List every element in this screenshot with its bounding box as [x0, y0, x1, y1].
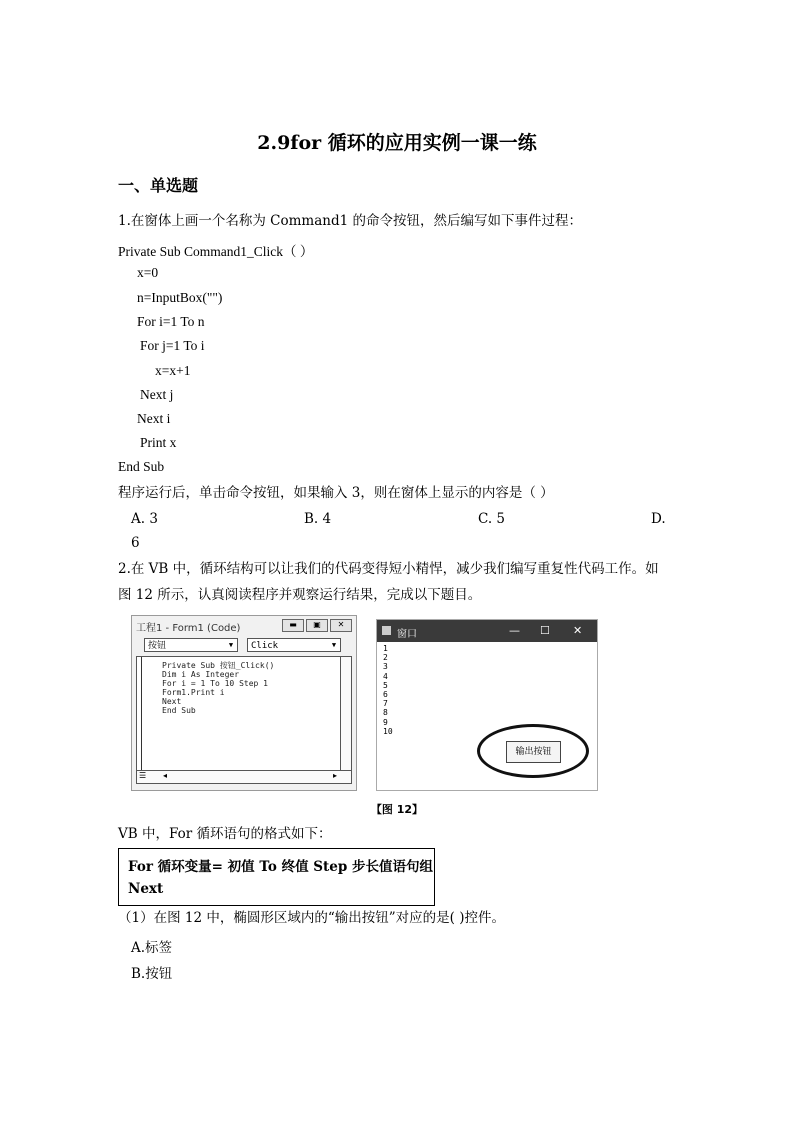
q1-option-b: B. 4: [304, 511, 332, 527]
q1-option-c: C. 5: [478, 511, 506, 527]
output-number: 9: [383, 717, 388, 727]
code-line-7: Next j: [140, 387, 174, 402]
fig-code-line: Private Sub 按钮_Click(): [162, 661, 275, 670]
code-line-9: Print x: [140, 435, 177, 450]
format-intro: VB 中，For 循环语句的格式如下：: [118, 826, 332, 842]
code-line-6: x=x+1: [155, 363, 191, 378]
code-window: [131, 615, 357, 791]
editor-gutter: [137, 657, 142, 771]
output-number: 2: [383, 653, 388, 663]
chevron-down-icon: ▼: [228, 641, 234, 649]
code-window-controls: [282, 619, 352, 632]
output-number: 6: [383, 690, 388, 700]
code-line-2: x=0: [137, 265, 159, 280]
run-window: [376, 619, 598, 791]
procedure-combo: [247, 638, 341, 652]
q1-option-d: D.: [651, 511, 666, 527]
q2-sub1-option-b: B.按钮: [131, 966, 173, 982]
vertical-scrollbar: [340, 657, 351, 771]
q1-option-a: A. 3: [131, 511, 158, 527]
q1-stem: 1.在窗体上画一个名称为 Command1 的命令按钮，然后编写如下事件过程：: [118, 213, 582, 229]
close-icon: ✕: [330, 619, 352, 632]
output-list: [383, 644, 393, 736]
output-button: 输出按钮: [506, 741, 561, 763]
maximize-icon: ▣: [306, 619, 328, 632]
q2-sub1-option-a: A.标签: [131, 940, 173, 956]
output-number: 3: [383, 662, 388, 672]
figure-caption: 【图 12】: [370, 803, 424, 816]
code-line-5: For j=1 To i: [140, 338, 205, 353]
output-number: 1: [383, 644, 388, 653]
section-heading: 一、单选题: [118, 176, 199, 195]
close-icon: ✕: [573, 624, 583, 637]
scroll-left-icon: ◂: [163, 771, 168, 780]
minimize-icon: —: [509, 624, 520, 637]
code-line-4: For i=1 To n: [137, 314, 205, 329]
code-editor: [136, 656, 352, 784]
code-line-3: n=InputBox(""): [137, 290, 223, 305]
format-line-1: For 循环变量= 初值 To 终值 Step 步长值语句组: [128, 859, 433, 875]
output-number: 4: [383, 671, 388, 681]
output-number: 7: [383, 699, 388, 709]
scroll-right-icon: ▸: [332, 771, 337, 780]
run-window-title: 窗口: [397, 629, 417, 640]
code-line-10: End Sub: [118, 459, 165, 474]
output-number: 5: [383, 680, 388, 690]
q1-question: 程序运行后，单击命令按钮，如果输入 3，则在窗体上显示的内容是（ ）: [118, 485, 554, 501]
view-toggle-icon: ☰: [139, 771, 147, 780]
page-title: 2.9for 循环的应用实例一课一练: [257, 132, 537, 154]
horizontal-scrollbar: [137, 770, 351, 783]
fig-code-line: End Sub: [162, 706, 196, 715]
fig-code-line: For i = 1 To 10 Step 1: [162, 679, 268, 688]
code-line-1: Private Sub Command1_Click（ ）: [118, 244, 314, 259]
code-line-8: Next i: [137, 411, 171, 426]
fig-code-line: Form1.Print i: [162, 688, 225, 697]
code-window-title: 工程1 - Form1 (Code): [136, 623, 241, 634]
format-box: [118, 848, 435, 906]
run-window-titlebar: [377, 620, 597, 642]
fig-code-line: Next: [162, 697, 182, 706]
q2-stem-line2: 图 12 所示，认真阅读程序并观察运行结果，完成以下题目。: [118, 587, 482, 603]
q2-stem-line1: 2.在 VB 中，循环结构可以让我们的代码变得短小精悍，减少我们编写重复性代码工作。如: [118, 561, 659, 577]
object-combo: [144, 638, 238, 652]
window-icon: [382, 626, 391, 635]
format-line-2: Next: [128, 881, 164, 897]
output-number: 10: [383, 726, 393, 736]
fig-code-line: Dim i As Integer: [162, 670, 240, 679]
chevron-down-icon: ▼: [331, 641, 337, 649]
output-number: 8: [383, 708, 388, 718]
q1-option-d-value: 6: [131, 535, 140, 551]
figure-12: [131, 615, 601, 795]
procedure-combo-value: Click: [251, 641, 279, 651]
object-combo-value: 按钮: [148, 641, 167, 651]
maximize-icon: ☐: [540, 624, 550, 637]
minimize-icon: ▬: [282, 619, 304, 632]
q2-sub1: （1）在图 12 中，椭圆形区域内的“输出按钮”对应的是( )控件。: [118, 910, 505, 926]
